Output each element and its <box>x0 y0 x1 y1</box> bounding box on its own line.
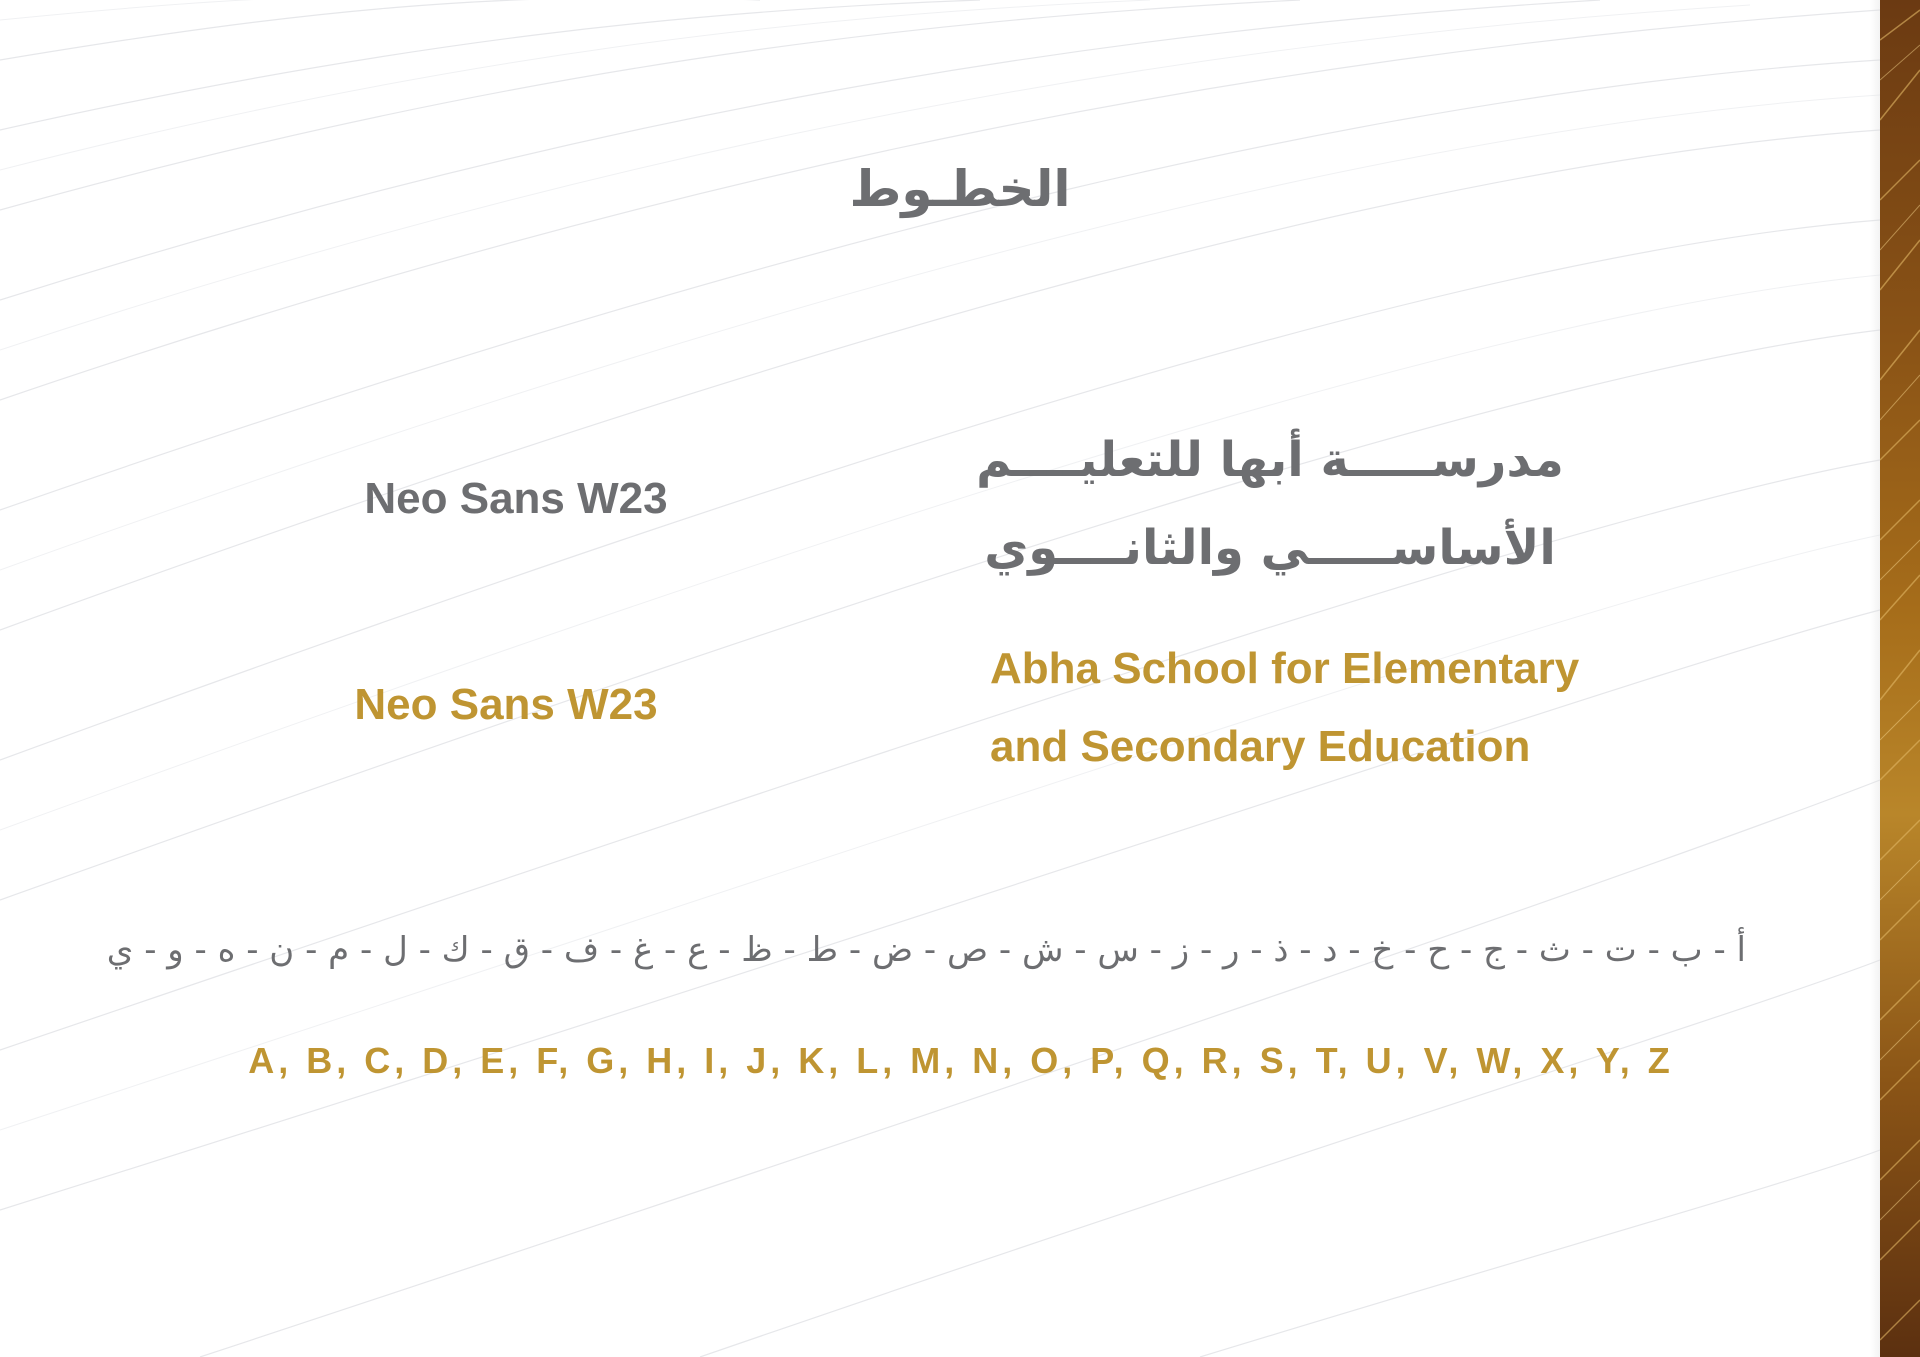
primary-font-name: Neo Sans W23 <box>364 474 668 523</box>
arabic-alphabet: أ - ب - ت - ث - ج - ح - خ - د - ذ - ر - ز - س - ش - ص - ض - ط - ظ - ع - غ - ف - ق - ك - ل - م - ن - ه - و - ي <box>106 930 1746 970</box>
english-alphabet: A, B, C, D, E, F, G, H, I, J, K, L, M, N, O, P, Q, R, S, T, U, V, W, X, Y, Z <box>248 1040 1674 1081</box>
strip-shadow <box>1870 0 1880 1357</box>
page-title: الخطـوط <box>849 160 1071 218</box>
school-name-english-line2: and Secondary Education <box>990 722 1531 771</box>
school-name-arabic-line2: الأساســـــي والثانــــوي <box>984 520 1556 576</box>
gold-decorative-strip <box>1880 0 1920 1357</box>
secondary-font-name: Neo Sans W23 <box>354 680 658 729</box>
school-name-english-line1: Abha School for Elementary <box>990 644 1580 693</box>
school-name-arabic-line1: مدرســـــة أبها للتعليــــم <box>976 432 1564 488</box>
